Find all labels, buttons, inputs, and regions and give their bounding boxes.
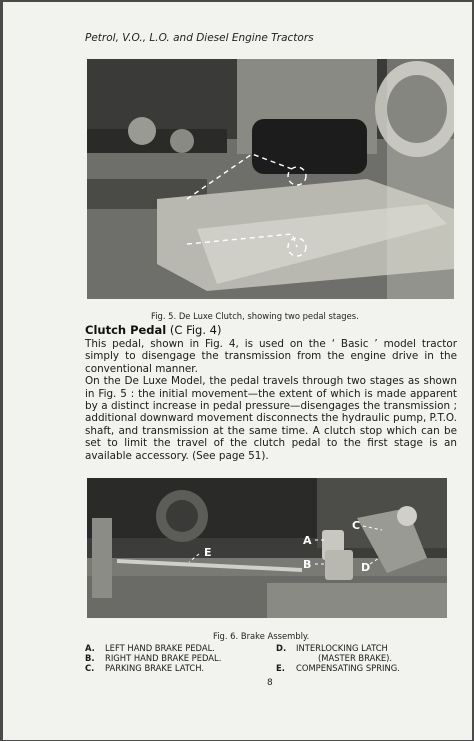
paragraph-2: On the De Luxe Model, the pedal travels through two stages as shown in Fig. 5 : the initial movement—the extent of which is made apparent by a distinct increase in pedal pressure—disengages the transmission ; additional downward movement disconnects the hydraulic pump, P.T.O. shaft, and transmission at the same time. A clutch stop which can be set to limit the travel of the clutch pedal to the first stage is an available accessory. (See page 51). xyxy=(85,375,457,462)
clutch-pedal-illustration xyxy=(87,59,454,299)
legend-left xyxy=(85,643,221,673)
legend-item: D. INTERLOCKING LATCH xyxy=(276,643,388,653)
section-heading xyxy=(85,323,221,337)
figure-5-caption: Fig. 5. De Luxe Clutch, showing two pedal stages. xyxy=(151,311,359,321)
section-title: Clutch Pedal xyxy=(85,323,167,337)
legend-item: (MASTER BRAKE). xyxy=(318,653,393,663)
callout-e: E xyxy=(204,546,212,559)
callout-b: B xyxy=(303,558,312,571)
body-text xyxy=(85,338,457,462)
legend-item: C. PARKING BRAKE LATCH. xyxy=(85,663,205,673)
callout-c: C xyxy=(352,519,361,532)
figure-6-photo xyxy=(87,478,447,618)
running-head: Petrol, V.O., L.O. and Diesel Engine Tractors xyxy=(85,32,314,44)
callout-d: D xyxy=(361,561,371,574)
legend-right xyxy=(276,643,400,673)
brake-assembly-illustration xyxy=(87,478,447,618)
figure-6-caption: Fig. 6. Brake Assembly. xyxy=(213,631,310,641)
section-ref: (C Fig. 4) xyxy=(169,323,222,337)
callout-a: A xyxy=(303,534,312,547)
paragraph-1: This pedal, shown in Fig. 4, is used on the ‘ Basic ’ model tractor simply to disengage the transmission from the engine drive in the conventional manner. xyxy=(85,338,457,375)
legend-item: E. COMPENSATING SPRING. xyxy=(276,663,400,673)
book-page xyxy=(3,2,472,740)
page-number: 8 xyxy=(267,678,273,688)
legend-item: B. RIGHT HAND BRAKE PEDAL. xyxy=(85,653,222,663)
figure-5-photo xyxy=(87,59,454,299)
legend-item: A. LEFT HAND BRAKE PEDAL. xyxy=(85,643,215,653)
